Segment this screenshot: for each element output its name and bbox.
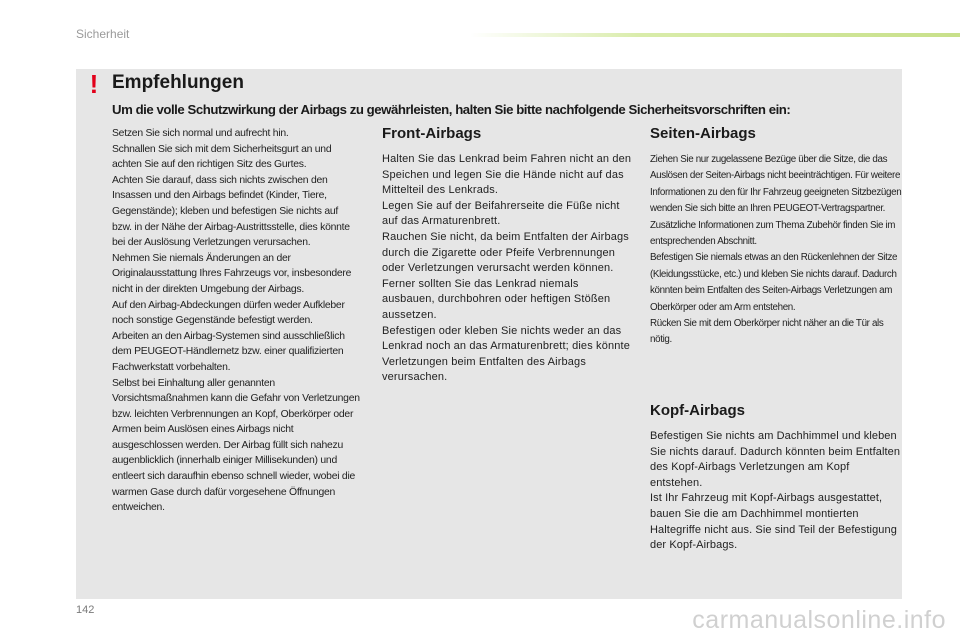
general-paragraph: Selbst bei Einhaltung aller genannten Vorsichtsmaßnahmen kann die Gefahr von Verletzungen bzw. leichten Verbrennungen an Kopf, Oberkörper oder Armen beim Auslösen eines Airbags nicht ausgeschlossen werden. Der Airbag füllt sich nahezu augenblicklich (innerhalb einiger Millisekunden) und entleert sich daraufhin ebenso schnell wieder, wobei die warmen Gase durch dafür vorgesehene Öffnungen entweichen.: [112, 377, 360, 514]
section-label: Sicherheit: [76, 27, 130, 41]
front-paragraph: Rauchen Sie nicht, da beim Entfalten der Airbags durch die Zigarette oder Pfeife Verbrennungen oder Verletzungen verursacht werden können.: [382, 230, 629, 275]
side-paragraph: Rücken Sie mit dem Oberkörper nicht näher an die Tür als nötig.: [650, 318, 884, 346]
front-paragraph: Halten Sie das Lenkrad beim Fahren nicht an den Speichen und legen Sie die Hände nicht auf das Mittelteil des Lenkrads.: [382, 153, 632, 197]
general-paragraph: Achten Sie darauf, dass sich nichts zwischen den Insassen und den Airbags befindet (Kinder, Tiere, Gegenstände); kleben und befestigen Sie nichts auf bzw. in der Nähe der Airbag-Austrittsstelle, dies könnte bei der Auslösung Verletzungen verursachen.: [112, 174, 350, 249]
panel-subtitle: Um die volle Schutzwirkung der Airbags zu gewährleisten, halten Sie bitte nachfolgende Sicherheitsvorschriften ein:: [112, 102, 791, 117]
exclamation-icon: !: [89, 69, 99, 99]
head-airbags-heading: Kopf-Airbags: [650, 402, 745, 419]
head-airbags-section: [650, 402, 902, 554]
general-paragraph: Auf den Airbag-Abdeckungen dürfen weder Aufkleber noch sonstige Gegenstände befestigt werden.: [112, 299, 345, 327]
head-paragraph: Ist Ihr Fahrzeug mit Kopf-Airbags ausgestattet, bauen Sie die am Dachhimmel montierten Haltegriffe nicht aus. Sie sind Teil der Befestigung der Kopf-Airbags.: [650, 492, 897, 552]
side-paragraph: Befestigen Sie niemals etwas an den Rückenlehnen der Sitze (Kleidungsstücke, etc.) und kleben Sie nichts darauf. Dadurch könnten beim Entfalten des Seiten-Airbags Verletzungen am Oberkörper oder am Arm entstehen.: [650, 252, 898, 313]
general-paragraph: Setzen Sie sich normal und aufrecht hin.: [112, 128, 289, 139]
front-paragraph: Befestigen oder kleben Sie nichts weder an das Lenkrad noch an das Armaturenbrett; dies könnte Verletzungen beim Entfalten des Airbags verursachen.: [382, 324, 630, 384]
watermark: carmanualsonline.info: [692, 606, 946, 634]
general-paragraph: Arbeiten an den Airbag-Systemen sind ausschließlich dem PEUGEOT-Händlernetz bzw. einer qualifizierten Fachwerkstatt vorbehalten.: [112, 330, 345, 373]
front-airbags-heading: Front-Airbags: [382, 125, 482, 142]
panel-title: Empfehlungen: [112, 72, 244, 93]
side-airbags-heading: Seiten-Airbags: [650, 125, 756, 142]
general-paragraph: Schnallen Sie sich mit dem Sicherheitsgurt an und achten Sie auf den richtigen Sitz des Gurtes.: [112, 143, 332, 171]
side-airbags-section: [650, 125, 902, 349]
general-paragraph: Nehmen Sie niemals Änderungen an der Originalausstattung Ihres Fahrzeugs vor, insbesondere nicht in der direkten Umgebung der Airbags.: [112, 252, 352, 295]
page-number: 142: [76, 604, 95, 616]
general-column: [112, 126, 360, 516]
front-airbags-section: [382, 125, 632, 386]
front-paragraph: Legen Sie auf der Beifahrerseite die Füße nicht auf das Armaturenbrett.: [382, 199, 620, 228]
head-paragraph: Befestigen Sie nichts am Dachhimmel und kleben Sie nichts darauf. Dadurch könnten beim Entfalten des Kopf-Airbags Verletzungen am Kopf entstehen.: [650, 430, 901, 489]
front-paragraph: Ferner sollten Sie das Lenkrad niemals ausbauen, durchbohren oder heftigen Stößen aussetzen.: [382, 277, 611, 321]
header-accent-bar: [470, 33, 960, 37]
side-paragraph: Ziehen Sie nur zugelassene Bezüge über die Sitze, die das Auslösen der Seiten-Airbags nicht beeinträchtigen. Für weitere Informationen zu den für Ihr Fahrzeug geeigneten Sitzbezügen wenden Sie sich bitte an Ihren PEUGEOT-Vertragspartner. Zusätzliche Informationen zum Thema Zubehör finden Sie im entsprechenden Abschnitt.: [650, 154, 902, 248]
